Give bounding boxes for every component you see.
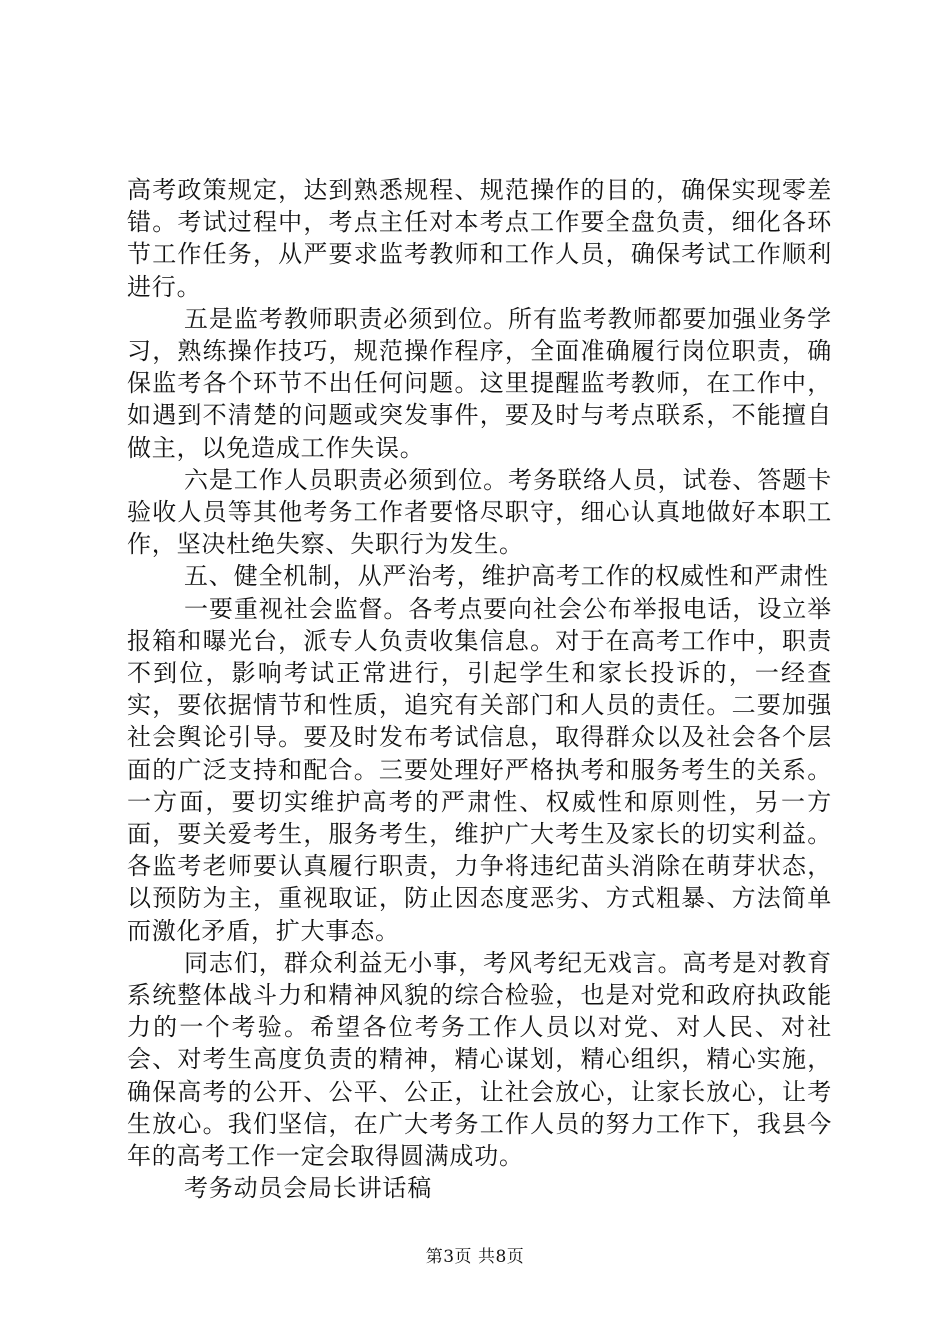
paragraph-staff-duties: 六是工作人员职责必须到位。考务联络人员，试卷、答题卡验收人员等其他考务工作者要恪尽职守，细心认真地做好本职工作，坚决杜绝失察、失职行为发生。 (127, 465, 832, 559)
section-heading-mechanism: 五、健全机制，从严治考，维护高考工作的权威性和严肃性 (184, 562, 829, 591)
page-number-footer: 第3页 共8页 (425, 1247, 525, 1267)
paragraph-continuation: 高考政策规定，达到熟悉规程、规范操作的目的，确保实现零差错。考试过程中，考点主任对本考点工作要全盘负责，细化各环节工作任务，从严要求监考教师和工作人员，确保考试工作顺利进行。 (127, 176, 832, 301)
document-body (127, 174, 832, 1205)
paragraph-closing-remarks: 同志们，群众利益无小事，考风考纪无戏言。高考是对教育系统整体战斗力和精神风貌的综合检验，也是对党和政府执政能力的一个考验。希望各位考务工作人员以对党、对人民、对社会、对考生高度负责的精神，精心谋划，精心组织，精心实施，确保高考的公开、公平、公正，让社会放心，让家长放心，让考生放心。我们坚信，在广大考务工作人员的努力工作下，我县今年的高考工作一定会取得圆满成功。 (127, 948, 832, 1171)
document-title-line: 考务动员会局长讲话稿 (184, 1174, 432, 1203)
paragraph-invigilator-duties: 五是监考教师职责必须到位。所有监考教师都要加强业务学习，熟练操作技巧，规范操作程序，全面准确履行岗位职责，确保监考各个环节不出任何问题。这里提醒监考教师，在工作中，如遇到不清楚的问题或突发事件，要及时与考点联系，不能擅自做主，以免造成工作失误。 (127, 304, 832, 462)
paragraph-social-supervision: 一要重视社会监督。各考点要向社会公布举报电话，设立举报箱和曝光台，派专人负责收集信息。对于在高考工作中，职责不到位，影响考试正常进行，引起学生和家长投诉的，一经查实，要依据情节和性质，追究有关部门和人员的责任。二要加强社会舆论引导。要及时发布考试信息，取得群众以及社会各个层面的广泛支持和配合。三要处理好严格执考和服务考生的关系。一方面，要切实维护高考的严肃性、权威性和原则性，另一方面，要关爱考生，服务考生，维护广大考生及家长的切实利益。各监考老师要认真履行职责，力争将违纪苗头消除在萌芽状态，以预防为主，重视取证，防止因态度恶劣、方式粗暴、方法简单而激化矛盾，扩大事态。 (127, 594, 832, 945)
